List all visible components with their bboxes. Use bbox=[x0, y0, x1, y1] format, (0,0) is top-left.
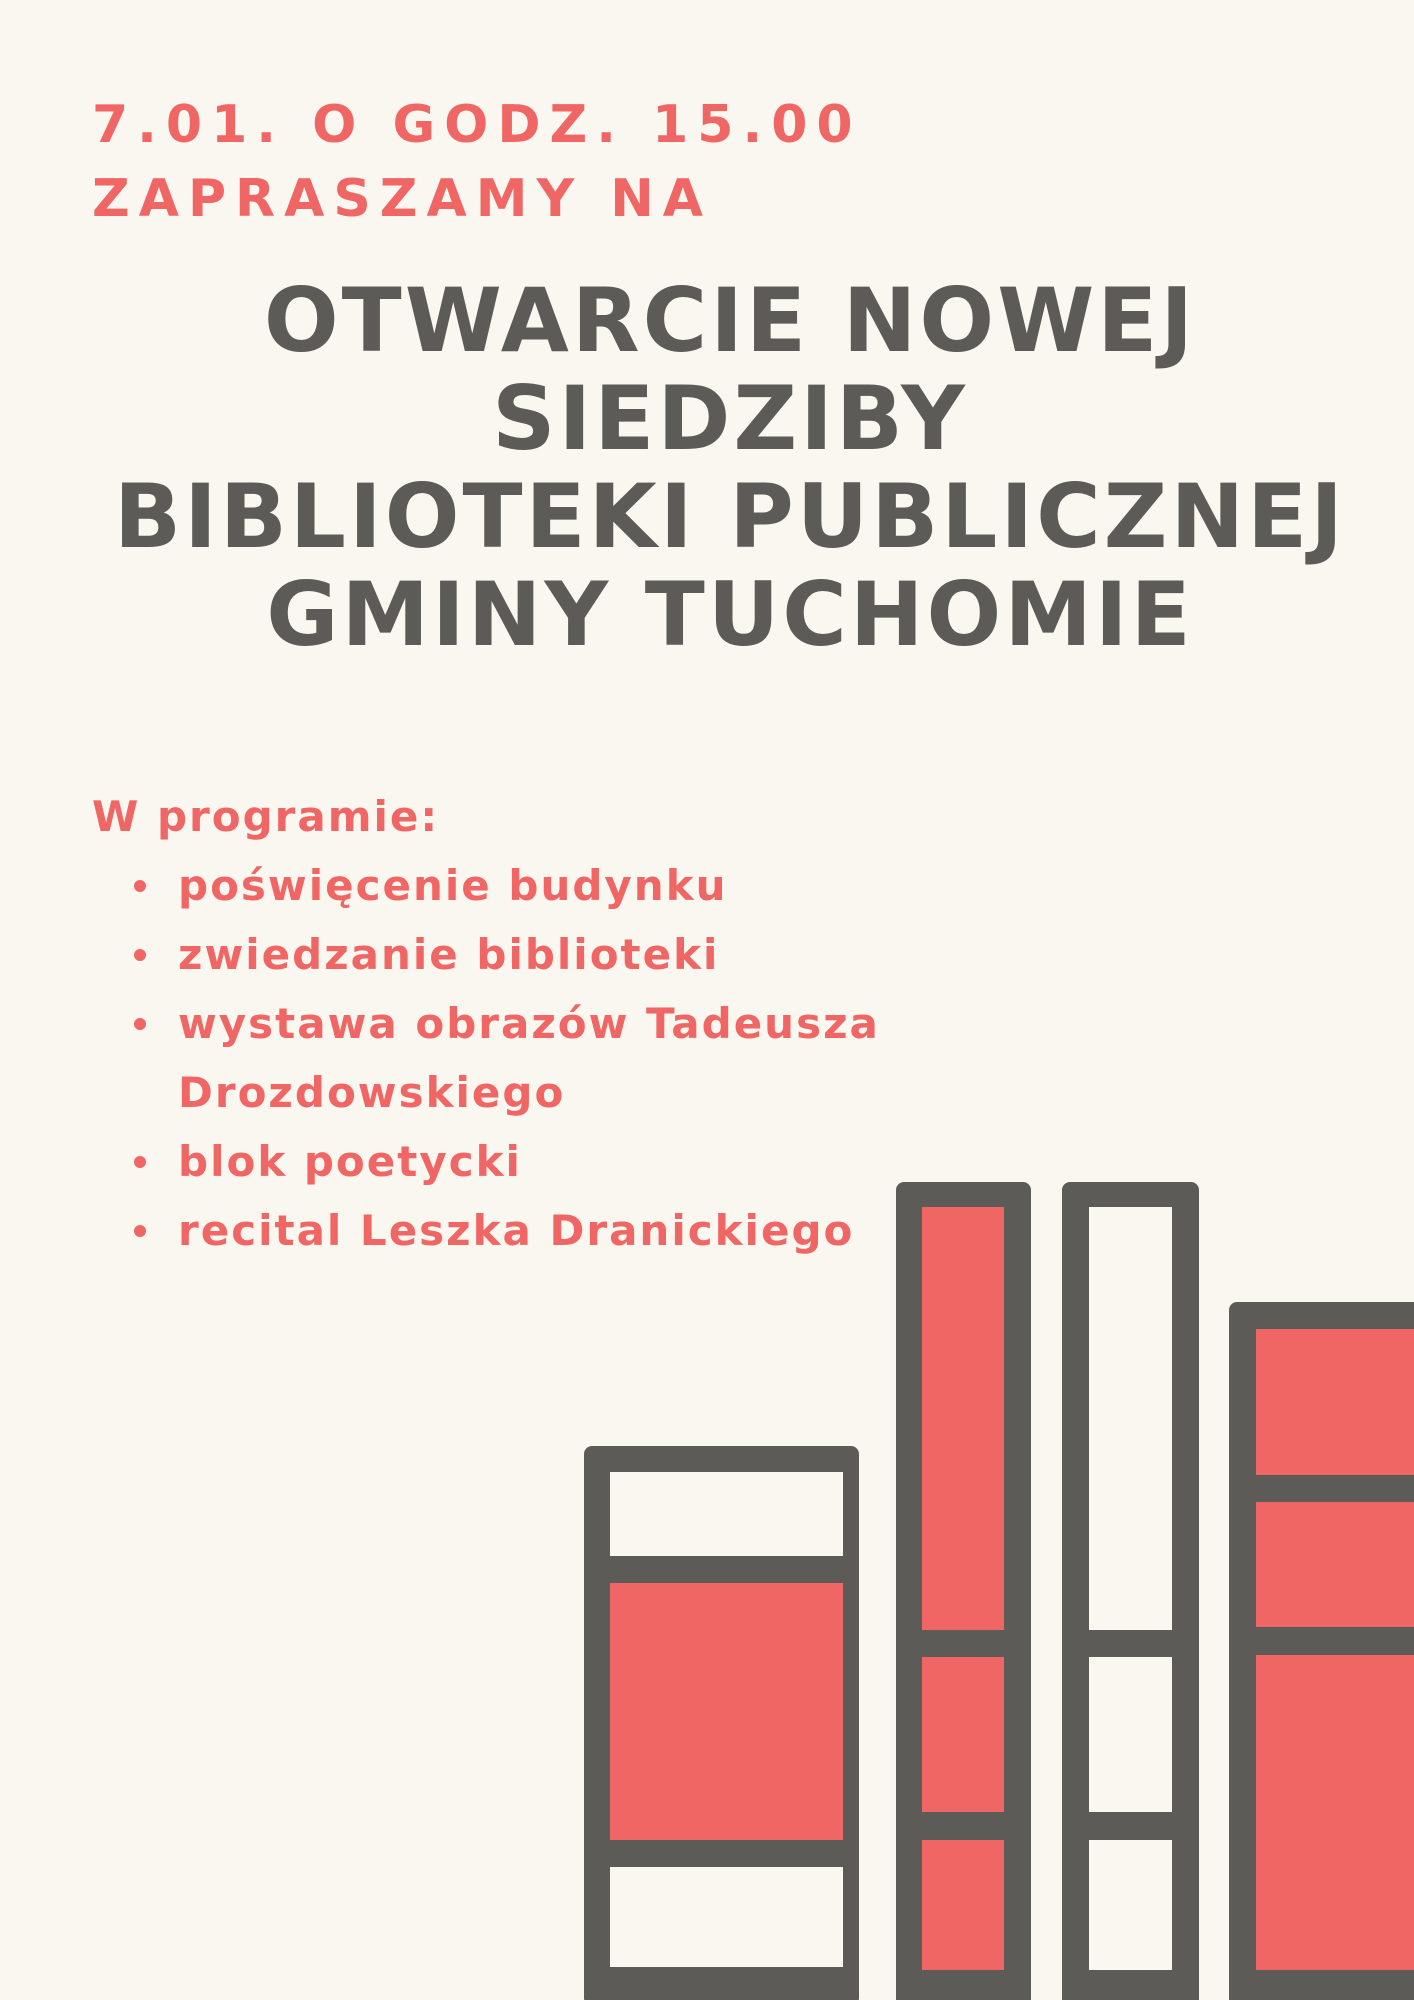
program-heading: W programie: bbox=[92, 792, 440, 841]
title-line-1: OTWARCIE NOWEJ bbox=[263, 269, 1197, 372]
event-date-time: 7.01. O GODZ. 15.00 bbox=[92, 95, 862, 155]
list-item-text-continuation: Drozdowskiego bbox=[178, 1068, 566, 1117]
title-line-2: SIEDZIBY bbox=[492, 367, 968, 470]
book-4-icon bbox=[1229, 1302, 1414, 2000]
list-item-text: recital Leszka Dranickiego bbox=[178, 1206, 855, 1255]
invite-line: ZAPRASZAMY NA bbox=[92, 169, 713, 229]
title-line-4: GMINY TUCHOMIE bbox=[266, 563, 1194, 666]
title-line-3: BIBLIOTEKI PUBLICZNEJ bbox=[114, 465, 1346, 568]
book-3-icon bbox=[1062, 1182, 1199, 2000]
list-item-text: poświęcenie budynku bbox=[178, 861, 728, 910]
list-item-text: wystawa obrazów Tadeusza bbox=[178, 999, 880, 1048]
book-1-icon bbox=[584, 1446, 859, 2000]
book-2-icon bbox=[896, 1182, 1031, 2000]
list-item-text: zwiedzanie biblioteki bbox=[178, 930, 720, 979]
list-item-text: blok poetycki bbox=[178, 1137, 522, 1186]
